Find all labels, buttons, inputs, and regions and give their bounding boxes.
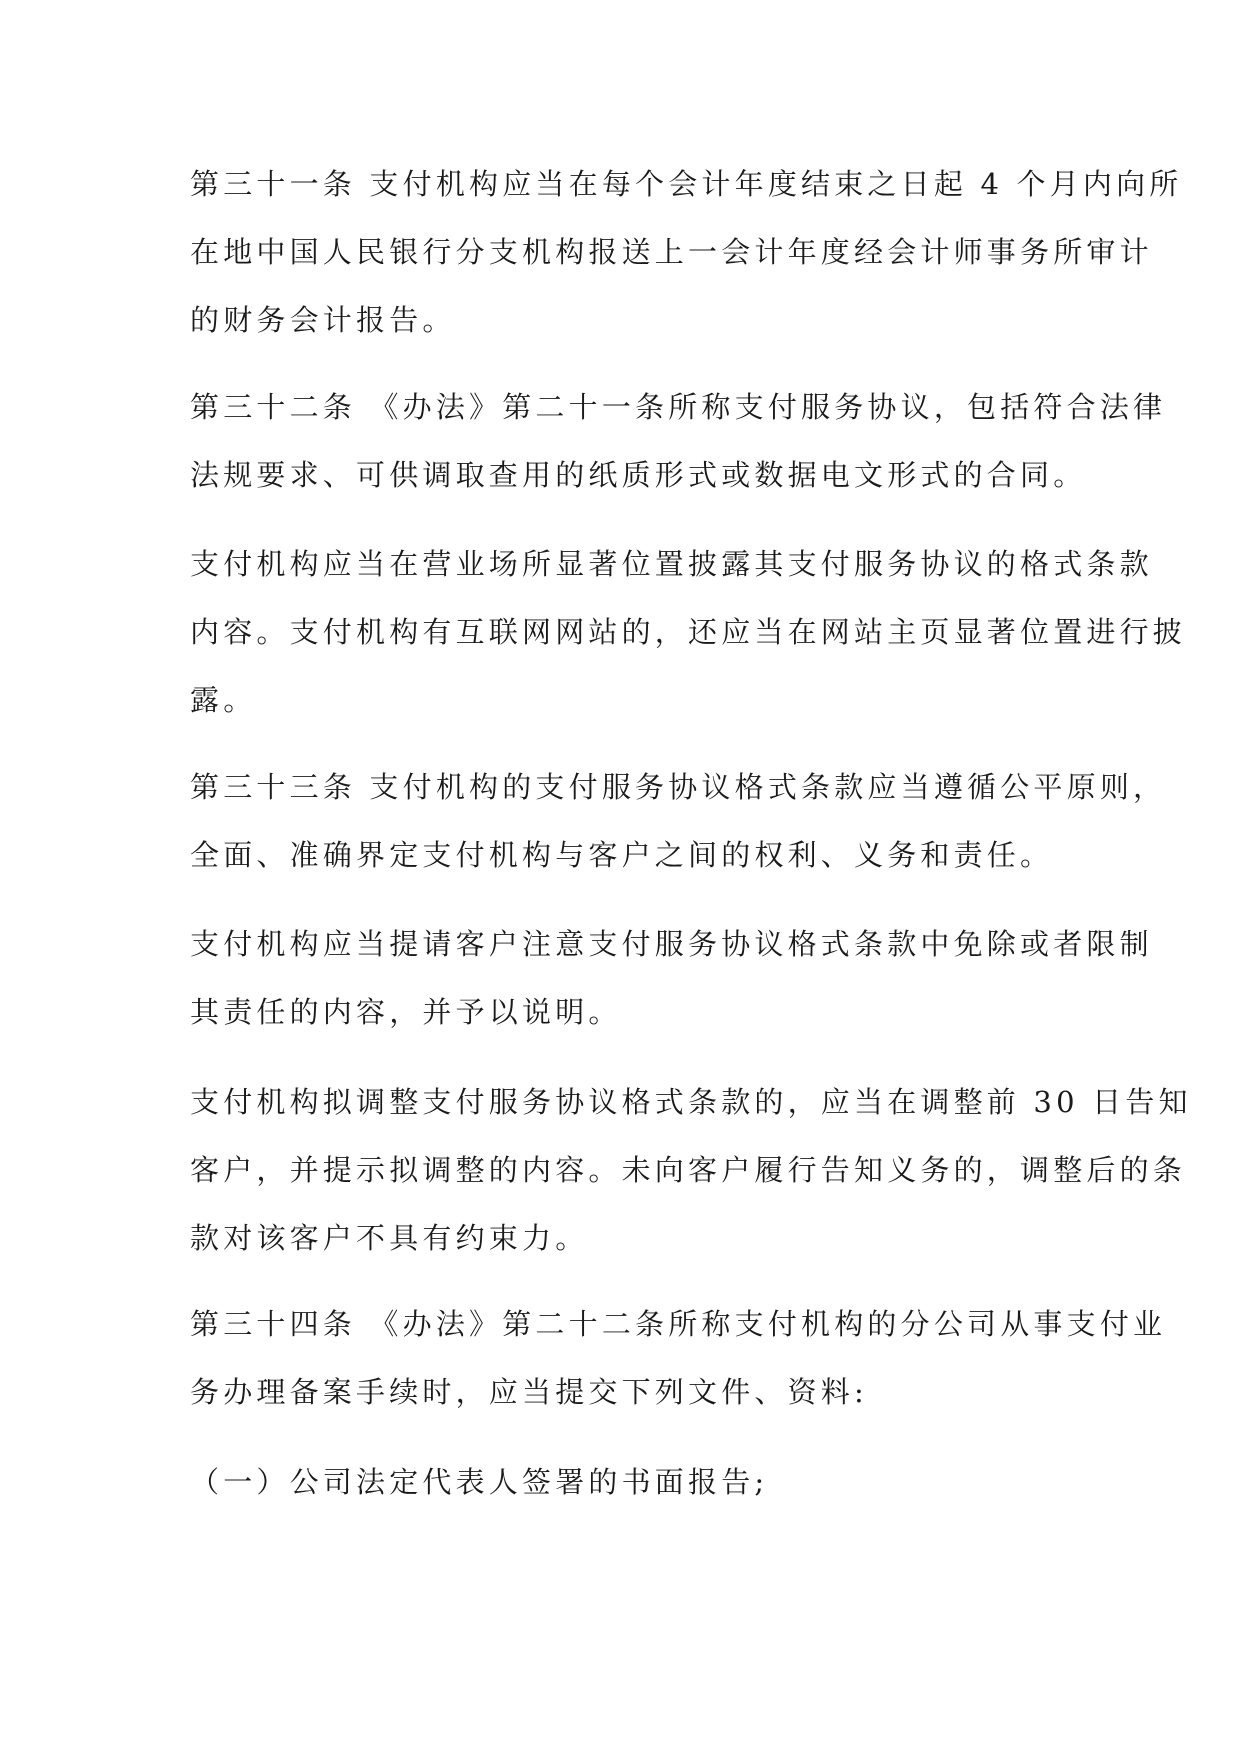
article-34-item-1: [190, 1448, 1070, 1516]
text-line: 法规要求、可供调取查用的纸质形式或数据电文形式的合同。: [190, 458, 1087, 492]
article-34-paragraph: [190, 1290, 1167, 1426]
article-32-paragraph-2: [190, 530, 1187, 734]
text-line: 的财务会计报告。: [190, 303, 456, 337]
text-line: 在地中国人民银行分支机构报送上一会计年度经会计师事务所审计: [190, 235, 1153, 269]
article-33-paragraph-3: [190, 1068, 1192, 1272]
text-line: 第三十二条 《办法》第二十一条所称支付服务协议，包括符合法律: [190, 390, 1167, 424]
text-line: 客户，并提示拟调整的内容。未向客户履行告知义务的，调整后的条: [190, 1153, 1187, 1187]
text-line: 内容。支付机构有互联网网站的，还应当在网站主页显著位置进行披: [190, 615, 1187, 649]
text-line: 全面、准确界定支付机构与客户之间的权利、义务和责任。: [190, 838, 1054, 872]
text-line: 款对该客户不具有约束力。: [190, 1221, 589, 1255]
text-line: 露。: [190, 683, 257, 717]
text-line: （一）公司法定代表人签署的书面报告;: [190, 1465, 769, 1499]
text-line: 支付机构应当在营业场所显著位置披露其支付服务协议的格式条款: [190, 547, 1153, 581]
text-line: 支付机构应当提请客户注意支付服务协议格式条款中免除或者限制: [190, 927, 1153, 961]
text-line: 务办理备案手续时，应当提交下列文件、资料:: [190, 1375, 868, 1409]
article-33-paragraph-2: [190, 910, 1153, 1046]
text-line: 其责任的内容，并予以说明。: [190, 995, 622, 1029]
text-line: 第三十四条 《办法》第二十二条所称支付机构的分公司从事支付业: [190, 1307, 1167, 1341]
text-line: 第三十一条 支付机构应当在每个会计年度结束之日起 4 个月内向所: [190, 167, 1183, 201]
text-line: 支付机构拟调整支付服务协议格式条款的，应当在调整前 30 日告知: [190, 1085, 1192, 1119]
article-31-paragraph: [190, 150, 1183, 354]
article-32-paragraph: [190, 373, 1167, 509]
article-33-paragraph: [190, 753, 1167, 889]
text-line: 第三十三条 支付机构的支付服务协议格式条款应当遵循公平原则，: [190, 770, 1167, 804]
